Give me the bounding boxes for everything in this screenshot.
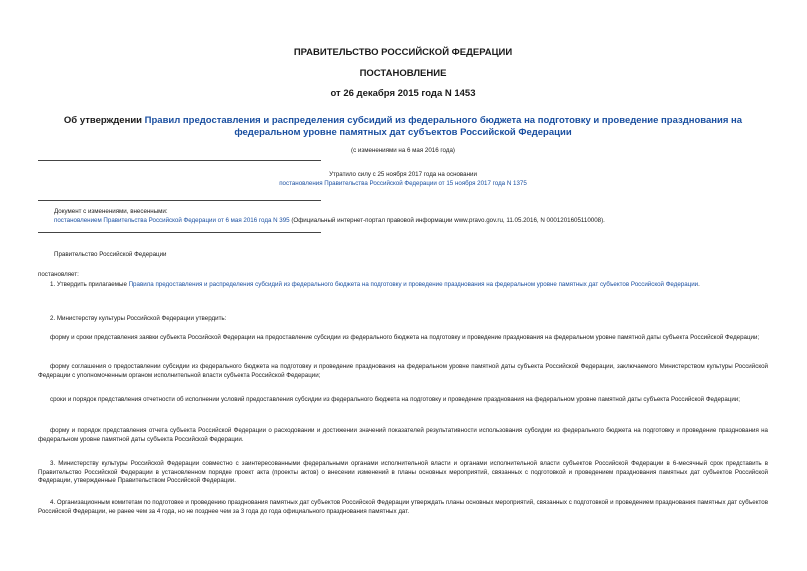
clause-1-rules-link[interactable]: Правила предоставления и распределения субсидий из федерального бюджета на подготовку и проведение празднования на федеральном уровне памятных дат субъектов Российской Федерации: [128, 281, 699, 288]
expired-decree-link[interactable]: постановления Правительства Российской Федерации от 15 ноября 2017 года N 1375: [279, 179, 527, 187]
issuer-text: Правительство Российской Федерации: [54, 251, 167, 258]
divider-line: [38, 160, 321, 161]
clause-2d-text: форму и порядок представления отчета субъекта Российской Федерации о расходовании и достижении значений показателей результативности использования субсидии из федерального бюджета на подготовку и проведение празднования на федеральном уровне памятной даты субъекта Российской Федерации.: [38, 427, 768, 443]
expired-text: Утратило силу с 25 ноября 2017 года на основании: [329, 171, 477, 178]
expired-block: [38, 171, 768, 188]
amendment-source: (Официальный интернет-портал правовой информации www.pravo.gov.ru, 11.05.2016, N 0001201605110008).: [289, 216, 605, 224]
title-rules-link[interactable]: Правил предоставления и распределения субсидий из федерального бюджета на подготовку и проведение празднования на федеральном уровне памятных дат субъектов Российской Федерации: [144, 115, 743, 138]
amendments-block: [54, 208, 768, 225]
clause-3-text: 3. Министерству культуры Российской Федерации совместно с заинтересованными федеральными органами исполнительной власти и органами исполнительной власти субъектов Российской Федерации в 6-месячный срок представить в Правительство Российской Федерации в установленном порядке проект акта (проекты актов) о внесении изменений в планы основных мероприятий, связанных с подготовкой и проведением празднования памятных дат субъектов Российской Федерации, утвержденные Правительством Российской Федерации.: [38, 460, 768, 485]
clause-4: [38, 499, 768, 516]
clause-1-suffix: .: [698, 281, 700, 288]
clause-2b: [38, 363, 768, 380]
divider-line: [38, 232, 321, 233]
clause-2d: [38, 427, 768, 444]
amendment-decree-link[interactable]: постановлением Правительства Российской Федерации от 6 мая 2016 года N 395: [54, 216, 290, 224]
amended-note: (с изменениями на 6 мая 2016 года): [351, 147, 455, 154]
date-number-heading: от 26 декабря 2015 года N 1453: [330, 88, 476, 99]
clause-3: [38, 460, 768, 486]
clause-2: [38, 315, 768, 324]
government-heading: ПРАВИТЕЛЬСТВО РОССИЙСКОЙ ФЕДЕРАЦИИ: [293, 47, 513, 58]
document-title: [38, 115, 768, 139]
document-type-heading: ПОСТАНОВЛЕНИЕ: [359, 68, 447, 79]
clause-1: [38, 281, 768, 290]
clause-4-text: 4. Организационным комитетам по подготовке и проведению празднования памятных дат субъектов Российской Федерации утверждать планы основных мероприятий, связанных с подготовкой и проведением празднования памятных дат субъектов Российской Федерации, не ранее чем за 4 года, но не позднее чем за 3 года до года официального празднования памятных дат.: [38, 499, 768, 515]
clause-2c: [38, 396, 768, 405]
decides-text: постановляет:: [38, 271, 79, 278]
title-prefix: Об утверждении: [63, 115, 145, 126]
clause-2a: [38, 334, 768, 343]
divider-line: [38, 200, 321, 201]
amendments-label: Документ с изменениями, внесенными:: [54, 208, 168, 215]
clause-2b-text: форму соглашения о предоставлении субсидии из федерального бюджета на подготовку и проведение празднования на федеральном уровне памятной даты субъекта Российской Федерации, заключаемого Министерством культуры Российской Федерации с уполномоченным органом исполнительной власти субъекта Российской Федерации;: [38, 363, 768, 379]
clause-2-text: 2. Министерству культуры Российской Федерации утвердить:: [50, 315, 227, 322]
clause-2a-text: форму и сроки представления заявки субъекта Российской Федерации на предоставление субсидии из федерального бюджета на подготовку и проведение празднования на федеральном уровне памятной даты субъекта Российской Федерации;: [50, 334, 760, 341]
clause-2c-text: сроки и порядок представления отчетности об исполнении условий предоставления субсидии из федерального бюджета на подготовку и проведение празднования на федеральном уровне памятной даты субъекта Российской Федерации;: [50, 396, 740, 403]
clause-1-prefix: 1. Утвердить прилагаемые: [50, 281, 129, 288]
